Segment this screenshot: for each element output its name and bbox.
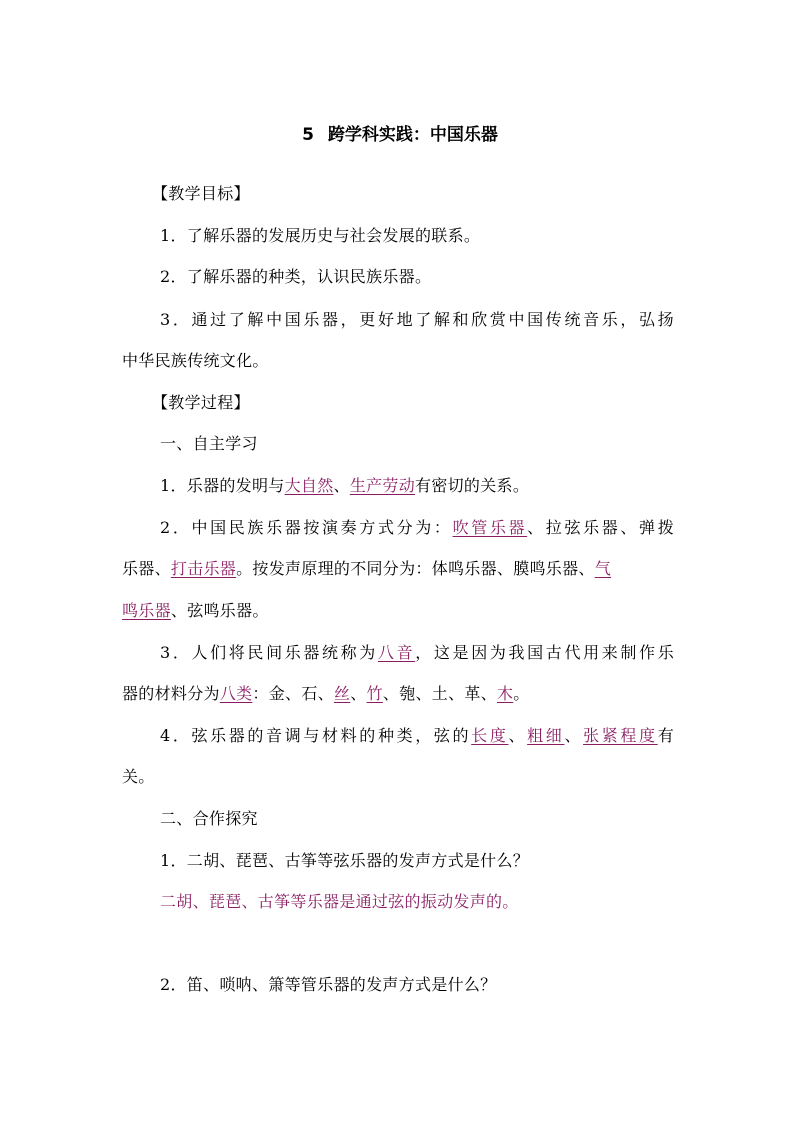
- q3-text-l2-mid1: ：金、石、: [252, 684, 334, 703]
- q2-text-l2-mid: 。按发声原理的不同分为：体鸣乐器、膜鸣乐器、: [236, 559, 595, 578]
- q3-text-post: ，这是因为我国古代用来制作乐: [415, 643, 674, 662]
- self-study-q3-line1: [160, 643, 674, 663]
- objective-item-3-line1: 3．通过了解中国乐器，更好地了解和欣赏中国传统音乐，弘扬: [160, 310, 674, 329]
- self-study-q4-line1: [160, 726, 674, 746]
- self-study-q2-line1: [160, 518, 674, 538]
- q1-answer-1: 大自然: [284, 476, 334, 495]
- objectives-heading: 【教学目标】: [152, 184, 250, 203]
- q3-sep: 、: [350, 684, 367, 703]
- q3-text-l2-end: 。: [513, 684, 530, 703]
- q2-answer-3a: 气: [594, 559, 612, 578]
- q3-text-l2-pre: 器的材料分为: [122, 684, 220, 703]
- page-title: [0, 124, 794, 146]
- lesson-title: 跨学科实践：中国乐器: [327, 125, 498, 145]
- q2-answer-2: 打击乐器: [170, 559, 237, 578]
- objective-item-2: 2．了解乐器的种类，认识民族乐器。: [160, 267, 432, 286]
- self-study-q2-line3: [122, 601, 269, 621]
- q4-answer-3: 张紧程度: [583, 726, 658, 745]
- q2-text-l2-pre: 乐器、: [122, 559, 171, 578]
- objective-item-3-line2: 中华民族传统文化。: [122, 351, 269, 370]
- inquiry-answer-1: 二胡、琵琶、古筝等乐器是通过弦的振动发声的。: [160, 892, 519, 911]
- section-self-study: 一、自主学习: [160, 434, 258, 453]
- q2-answer-1: 吹管乐器: [452, 518, 528, 537]
- inquiry-question-2: 2．笛、唢呐、箫等管乐器的发声方式是什么？: [160, 975, 497, 994]
- q1-text-pre: 1．乐器的发明与: [160, 476, 285, 495]
- q2-text-pre: 2．中国民族乐器按演奏方式分为：: [160, 518, 453, 537]
- inquiry-question-1: 1．二胡、琵琶、古筝等弦乐器的发声方式是什么？: [160, 851, 530, 870]
- self-study-q4-line2: 关。: [122, 767, 155, 786]
- objective-item-1: 1．了解乐器的发展历史与社会发展的联系。: [160, 226, 481, 245]
- q3-answer-5: 木: [496, 684, 514, 703]
- self-study-q1: [160, 476, 529, 496]
- self-study-q3-line2: [122, 684, 530, 704]
- q3-text-pre: 3．人们将民间乐器统称为: [160, 643, 378, 662]
- q4-answer-2: 粗细: [527, 726, 565, 745]
- q2-text-l3-post: 、弦鸣乐器。: [170, 601, 269, 620]
- q1-answer-2: 生产劳动: [349, 476, 416, 495]
- q4-sep2: 、: [564, 726, 584, 745]
- q3-text-l2-mid2: 、匏、土、革、: [382, 684, 497, 703]
- q4-text-pre: 4．弦乐器的音调与材料的种类，弦的: [160, 726, 472, 745]
- q4-text-post: 有: [657, 726, 674, 745]
- q1-sep: 、: [333, 476, 350, 495]
- q1-text-post: 有密切的关系。: [415, 476, 530, 495]
- process-heading: 【教学过程】: [152, 393, 250, 412]
- q3-answer-2: 八类: [219, 684, 253, 703]
- q2-answer-3b: 鸣乐器: [122, 601, 171, 620]
- q2-text-post1: 、拉弦乐器、弹拨: [527, 518, 674, 537]
- q3-answer-1: 八音: [377, 643, 416, 662]
- q3-answer-4: 竹: [366, 684, 383, 703]
- q4-answer-1: 长度: [471, 726, 509, 745]
- section-cooperative-inquiry: 二、合作探究: [160, 809, 258, 828]
- self-study-q2-line2: [122, 559, 611, 579]
- lesson-number: 5: [302, 125, 314, 145]
- q3-answer-3: 丝: [333, 684, 351, 703]
- q4-sep1: 、: [508, 726, 528, 745]
